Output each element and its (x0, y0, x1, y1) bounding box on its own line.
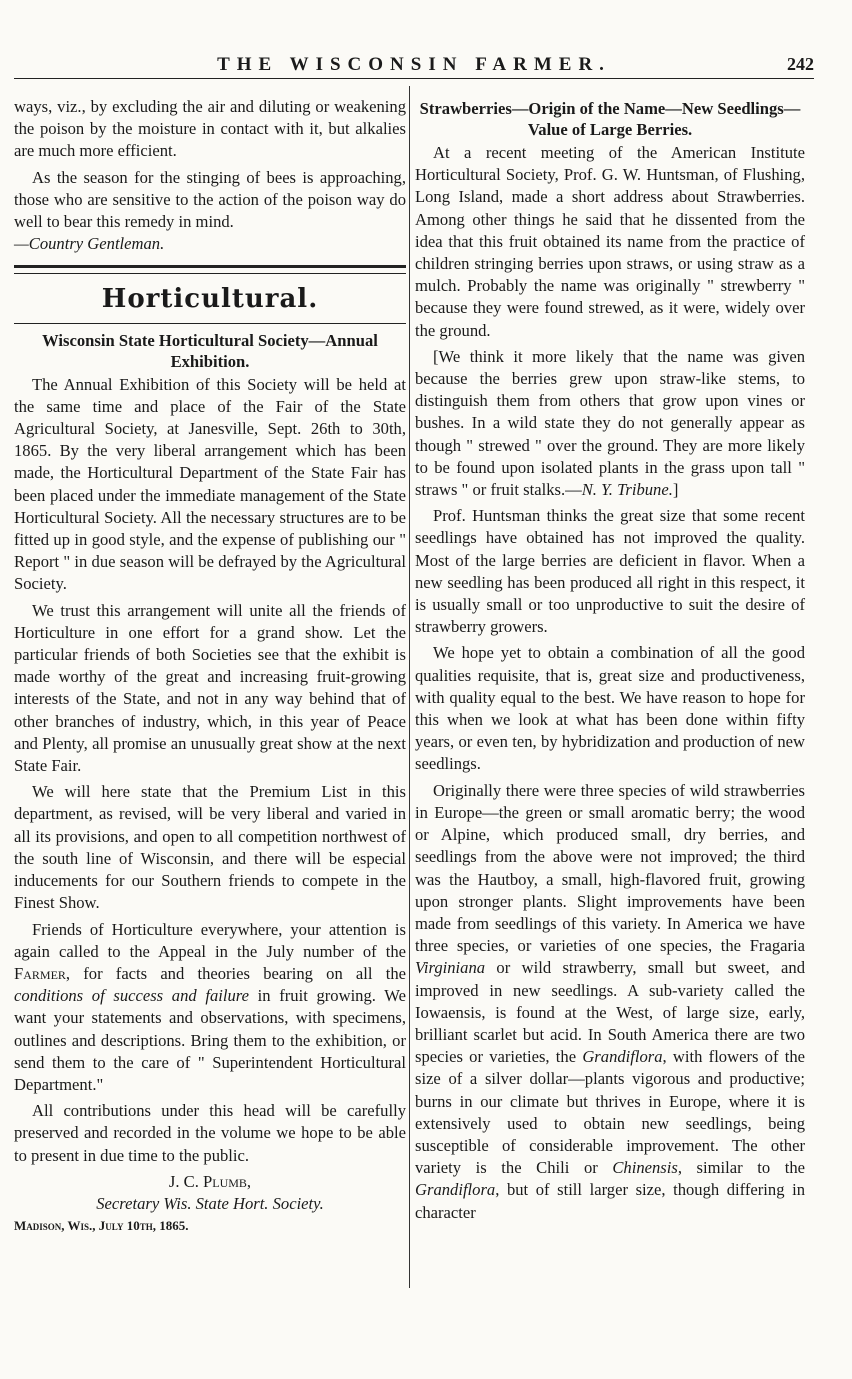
text-run: Farmer (14, 963, 66, 983)
text-run: , for facts and theories bearing on all the (65, 963, 406, 983)
source-credit: N. Y. Tribune. (581, 480, 673, 500)
text-run: , similar to the (677, 1158, 805, 1178)
paragraph-text: As the season for the stinging of bees is approaching, those who are sensitive to the action of the poison way do well to bear this remedy in mind. (14, 167, 406, 232)
page-number: 242 (787, 54, 814, 74)
section-rule-thin (14, 323, 406, 324)
text-run: ] (672, 480, 679, 500)
paragraph: The Annual Exhibition of this Society will be held at the same time and place of the Fair of the State Agricultural Society, at Janesville, Sept. 26th to 30th, 1865. By the very liberal arrangement which has been made, the Horticultural Department of the State Fair has been placed under the immediate management of the State Horticultural Society. All the necessary structures are to be fitted up in good style, and the expense of publishing our " Report " in due season will be defrayed by the Agricultural Society. (14, 374, 406, 594)
paragraph: We hope yet to obtain a combination of all the good qualities requisite, that is, great size and productiveness, with quality equal to the best. We have reason to hope for this when we look at what has been done within fifty years, or even ten, by hybridization and production of new seedlings. (415, 643, 805, 774)
text-run: Friends of Horticulture everywhere, your attention is again called to the Appeal in the July number of the (14, 919, 406, 961)
text-run: or wild strawberry, small but sweet, and improved in new seedlings. A sub-variety called the Iowaensis, is found at the West, of large size, early, brilliant scarlet but acid. In South America there are two species or varieties, the (415, 958, 805, 1067)
paragraph: Prof. Huntsman thinks the great size that some recent seedlings have obtained has not improved the quality. Most of the large berries are deficient in flavor. When a new seedling has been produced all right in this respect, it is usually small or too unproductive to suit the desire of strawberry growers. (415, 506, 805, 637)
page-header (14, 50, 814, 79)
article-title: Wisconsin State Horticultural Society—Annual Exhibition. (42, 330, 378, 371)
paragraph (14, 167, 406, 256)
signature-title: Secretary Wis. State Hort. Society. (96, 1193, 324, 1213)
section-rule (14, 265, 406, 274)
source-credit: —Country Gentleman. (14, 234, 165, 254)
text-run: Originally there were three species of wild strawberries in Europe—the green or small aromatic berry; the wood or Alpine, which produced small, dry berries, and seedlings from the above were not improved; the third was the Hautboy, a small, high-flavored fruit, growing upon stronger plants. Slight improvements have been made from seedlings of this variety. In America we have three species, or varieties of one species, the Fragaria (415, 780, 805, 956)
text-run: Virginiana (415, 958, 486, 978)
masthead-title: THE WISCONSIN FARMER. (217, 54, 611, 75)
paragraph: At a recent meeting of the American Institute Horticultural Society, Prof. G. W. Huntsman, of Flushing, Long Island, made a short address about Strawberries. Among other things he said that he dissented from the idea that this fruit obtained its name from the practice of children stringing berries upon straws, or using straw as a mulch. Probably the name was originally " strewberry " because they were found strewed, as it were, widely over the ground. (415, 143, 805, 340)
left-column (14, 96, 406, 1237)
paragraph (14, 919, 406, 1097)
text-run: in fruit growing. We want your statements and observations, with specimens, outlines and descriptions. Bring them to the exhibition, or send them to the care of " Superintendent Horticultural Department." (14, 986, 406, 1094)
text-run: conditions of success and failure (14, 986, 249, 1006)
dateline: Madison, Wis., July 10th, 1865. (14, 1218, 189, 1234)
paragraph: ways, viz., by excluding the air and diluting or weakening the poison by the moisture in contact with it, but alkalies are much more efficient. (14, 97, 406, 161)
paragraph: All contributions under this head will be carefully preserved and recorded in the volume we hope to be able to present in due time to the public. (14, 1101, 406, 1165)
text-run: Grandiflora (582, 1047, 663, 1067)
signature: J. C. Plumb, (168, 1171, 252, 1191)
text-run: , with flowers of the size of a silver dollar—plants vigorous and productive; burns in our climate but thrives in Europe, where it is extensively used to obtain new seedlings, being susceptible of considerable improvement. The other variety is the Chili or (415, 1047, 806, 1178)
text-run: Chinensis (612, 1158, 678, 1178)
article-title: Strawberries—Origin of the Name—New Seedlings—Value of Large Berries. (419, 99, 801, 139)
right-column (415, 96, 805, 1228)
text-run: , but of still larger size, though differing in character (415, 1180, 805, 1222)
paragraph (415, 780, 805, 1224)
column-divider (409, 86, 410, 1288)
paragraph (415, 346, 805, 501)
paragraph: We trust this arrangement will unite all the friends of Horticulture in one effort for a grand show. Let the particular friends of both Societies see that the exhibit is made worthy of the great and increasing fruit-growing interests of the State, and not in any way behind that of other branches of industry, which, in this year of Peace and Plenty, all promise an unusually great show at the next State Fair. (14, 600, 406, 776)
text-run: Grandiflora (415, 1180, 496, 1200)
paragraph: We will here state that the Premium List in this department, as revised, will be very liberal and varied in all its provisions, and open to all competition northwest of the south line of Wisconsin, and there will be especial inducements for our Southern friends to compete in the Finest Show. (14, 782, 406, 913)
text-run: [We think it more likely that the name was given because the berries grew upon straw-like stems, to distinguish them from others that grow upon vines or bushes. In a wild state they do not generally appear as though " strewed " over the ground. They are more likely to be found upon isolated plants in the grass upon tall " straws " or fruit stalks.— (415, 346, 805, 500)
section-title: Horticultural. (101, 284, 319, 315)
